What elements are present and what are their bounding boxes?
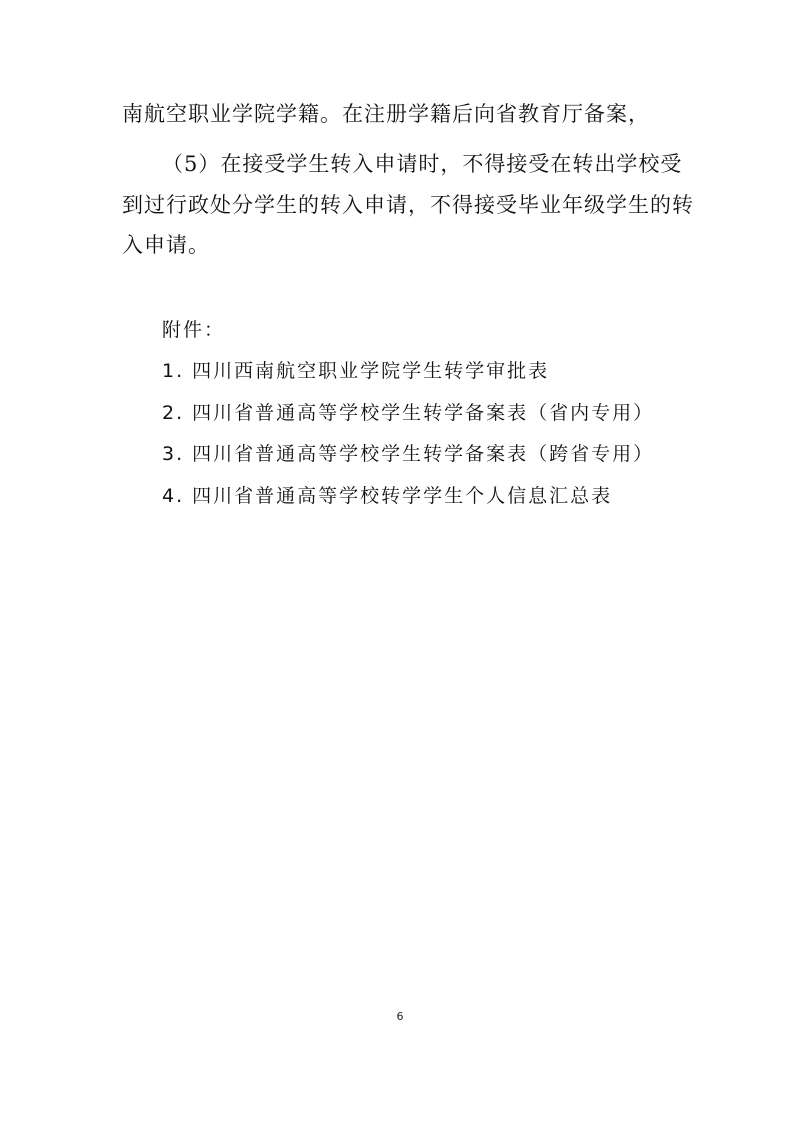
page-number: 6	[396, 1010, 404, 1023]
attachment-item: 4. 四川省普通高等学校转学学生个人信息汇总表	[162, 485, 613, 507]
body-text-line: 南航空职业学院学籍。在注册学籍后向省教育厅备案，	[122, 102, 650, 126]
body-text-line: 到过行政处分学生的转入申请，不得接受毕业年级学生的转	[122, 193, 694, 217]
attachments-title: 附件：	[162, 319, 226, 341]
attachment-item: 1. 四川西南航空职业学院学生转学审批表	[162, 360, 550, 382]
body-text-line: 入申请。	[122, 233, 210, 257]
attachment-item: 2. 四川省普通高等学校学生转学备案表（省内专用）	[162, 402, 655, 424]
body-text-line: （5）在接受学生转入申请时，不得接受在转出学校受	[162, 152, 683, 176]
attachment-item: 3. 四川省普通高等学校学生转学备案表（跨省专用）	[162, 443, 655, 465]
